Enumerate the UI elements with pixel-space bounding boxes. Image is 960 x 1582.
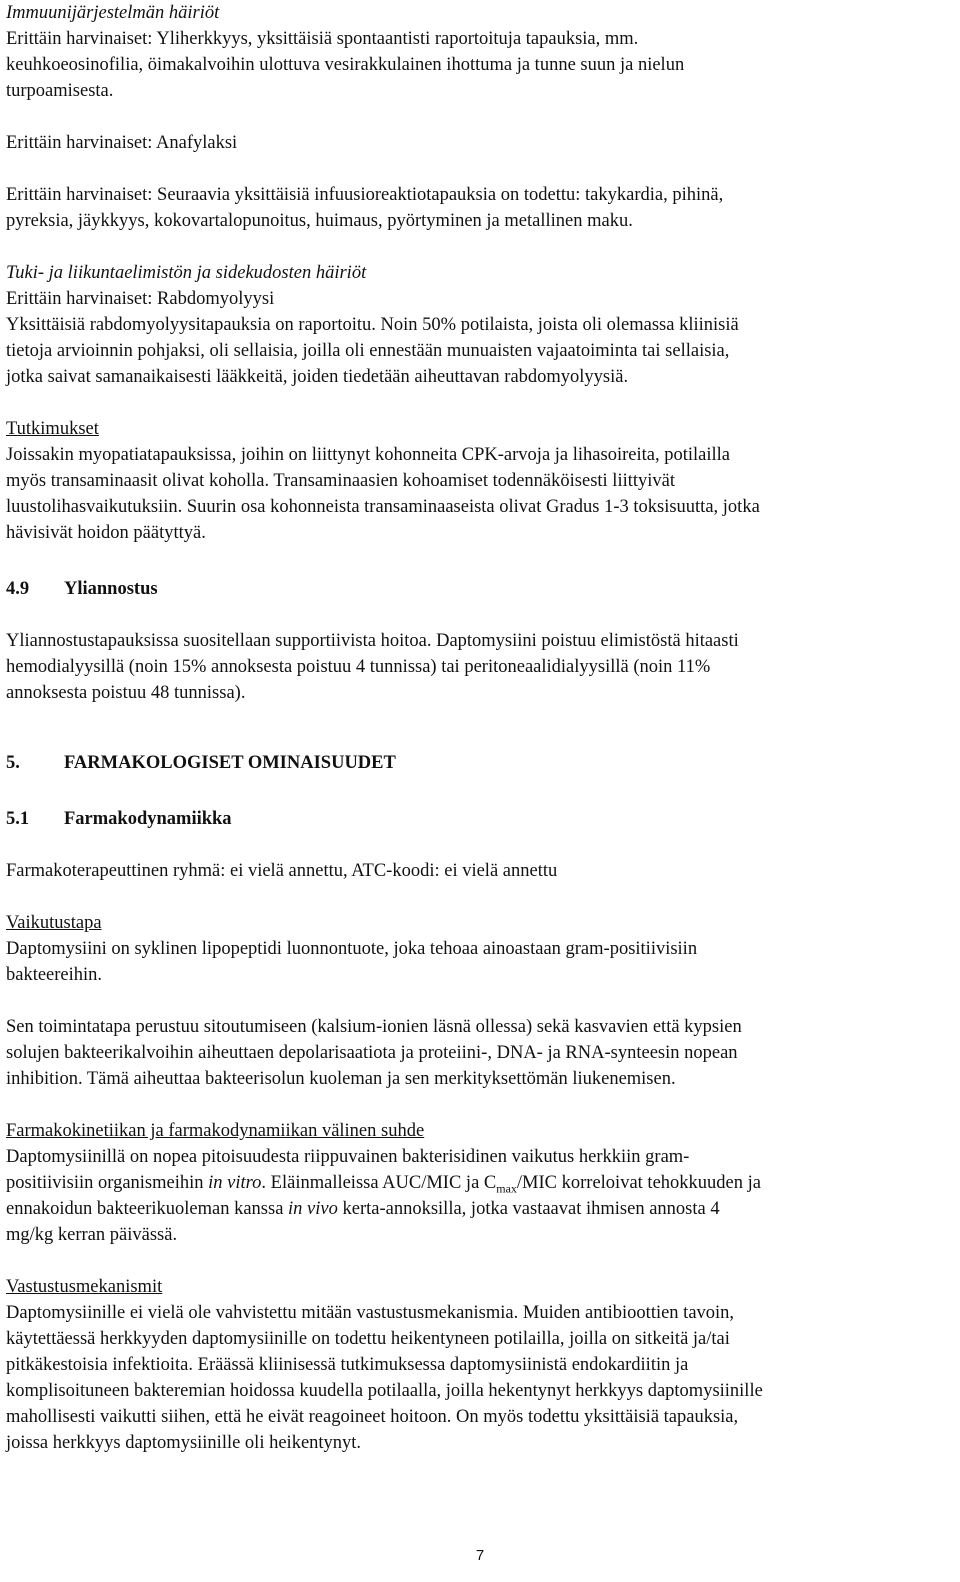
text-line: [6, 1196, 954, 1222]
italic-term: in vitro: [208, 1173, 262, 1193]
text-line: hävisivät hoidon päätyttyä.: [6, 523, 206, 543]
text-line: komplisoituneen bakteremian hoidossa kuudella potilaalla, joilla hekentynyt herkkyys daptomysiinille: [6, 1381, 763, 1401]
text-line: mg/kg kerran päivässä.: [6, 1225, 178, 1245]
section-number: 5.: [6, 753, 20, 773]
pkpd-paragraph: [6, 1144, 954, 1248]
mechanism-heading: Vaikutustapa: [6, 913, 102, 933]
section-number: 4.9: [6, 579, 30, 599]
text-line: annoksesta poistuu 48 tunnissa).: [6, 683, 246, 703]
text-line: keuhkoeosinofilia, öimakalvoihin ulottuva vesirakkulainen ihottuma ja tunne suun ja nielun: [6, 55, 685, 75]
investigations-heading: Tutkimukset: [6, 419, 99, 439]
section-title: Farmakodynamiikka: [64, 809, 232, 829]
text-line: joissa herkkyys daptomysiinille oli heikentynyt.: [6, 1433, 362, 1453]
text-line: [6, 1170, 954, 1196]
text-line: pitkäkestoisia infektioita. Eräässä kliinisessä tutkimuksessa daptomysiinistä endokardiitin ja: [6, 1355, 689, 1375]
text-line: jotka saivat samanaikaisesti lääkkeitä, joiden tiedetään aiheuttavan rabdomyolyysiä.: [6, 367, 629, 387]
text-line: luustolihasvaikutuksiin. Suurin osa kohonneista transaminaaseista olivat Gradus 1-3 toksisuutta, jotka: [6, 497, 760, 517]
subscript: max: [496, 1181, 517, 1196]
section-5-heading: [6, 750, 954, 776]
overdose-section-heading: [6, 576, 954, 602]
overdose-paragraph: [6, 628, 954, 706]
immune-paragraph-2: Erittäin harvinaiset: Anafylaksi: [6, 133, 238, 153]
section-5-1-heading: [6, 806, 954, 832]
text-line: Yksittäisiä rabdomyolyysitapauksia on raportoitu. Noin 50% potilaista, joista oli olemassa kliinisiä: [6, 315, 739, 335]
text-line: hemodialyysillä (noin 15% annoksesta poistuu 4 tunnissa) tai peritoneaalidialyysillä (noin 11%: [6, 657, 711, 677]
resistance-paragraph: [6, 1300, 954, 1456]
text-line: turpoamisesta.: [6, 81, 114, 101]
text-line: Sen toimintatapa perustuu sitoutumiseen (kalsium-ionien läsnä ollessa) sekä kasvavien että kypsien: [6, 1017, 742, 1037]
text-line: käytettäessä herkkyyden daptomysiinille on todettu heikentyneen potilailla, joilla on sitkeitä ja/tai: [6, 1329, 730, 1349]
page-number: 7: [475, 1547, 485, 1564]
immune-paragraph-3: [6, 182, 954, 234]
text-line: mahollisesti vaikutti siihen, että he eivät reagoineet hoitoon. On myös todettu yksittäisiä tapauksia,: [6, 1407, 739, 1427]
text-line: Joissakin myopatiatapauksissa, joihin on liittynyt kohonneita CPK-arvoja ja lihasoireita, potilailla: [6, 445, 730, 465]
text-run: ennakoidun bakteerikuoleman kanssa: [6, 1199, 289, 1219]
investigations-paragraph: [6, 442, 954, 546]
text-line: Daptomysiini on syklinen lipopeptidi luonnontuote, joka tehoaa ainoastaan gram-positiivisiin: [6, 939, 698, 959]
text-line: pyreksia, jäykkyys, kokovartalopunoitus, huimaus, pyörtyminen ja metallinen maku.: [6, 211, 633, 231]
text-line: Daptomysiinillä on nopea pitoisuudesta riippuvainen bakterisidinen vaikutus herkkiin gram-: [6, 1147, 690, 1167]
mechanism-paragraph-1: [6, 936, 954, 988]
text-run: . Eläinmalleissa AUC/MIC ja C: [261, 1173, 497, 1193]
text-run: positiivisiin organismeihin: [6, 1173, 209, 1193]
pkpd-heading: Farmakokinetiikan ja farmakodynamiikan välinen suhde: [6, 1121, 425, 1141]
text-line: bakteereihin.: [6, 965, 103, 985]
pharmacotherapeutic-group-line: Farmakoterapeuttinen ryhmä: ei vielä annettu, ATC-koodi: ei vielä annettu: [6, 861, 558, 881]
section-title: Yliannostus: [64, 579, 158, 599]
immune-heading: Immuunijärjestelmän häiriöt: [6, 3, 220, 23]
musculo-paragraph: [6, 312, 954, 390]
text-run: kerta-annoksilla, jotka vastaavat ihmisen annosta 4: [337, 1199, 720, 1219]
section-title: FARMAKOLOGISET OMINAISUUDET: [64, 753, 396, 773]
musculo-heading: Tuki- ja liikuntaelimistön ja sidekudosten häiriöt: [6, 263, 367, 283]
section-number: 5.1: [6, 809, 30, 829]
text-line: Yliannostustapauksissa suositellaan supportiivista hoitoa. Daptomysiini poistuu elimistöstä hitaasti: [6, 631, 739, 651]
text-run: /MIC korreloivat tehokkuuden ja: [516, 1173, 761, 1193]
text-line: solujen bakteerikalvoihin aiheuttaen depolarisaatiota ja proteiini-, DNA- ja RNA-synteesin nopean: [6, 1043, 738, 1063]
text-line: inhibition. Tämä aiheuttaa bakteerisolun kuoleman ja sen merkityksettömän liukenemisen.: [6, 1069, 676, 1089]
musculo-frequency-line: Erittäin harvinaiset: Rabdomyolyysi: [6, 289, 275, 309]
text-line: myös transaminaasit olivat koholla. Transaminaasien kohoamiset todennäköisesti liittyivät: [6, 471, 675, 491]
text-line: Erittäin harvinaiset: Yliherkkyys, yksittäisiä spontaantisti raportoituja tapauksia, mm.: [6, 29, 639, 49]
immune-paragraph-1: [6, 26, 954, 104]
text-line: Daptomysiinille ei vielä ole vahvistettu mitään vastustusmekanismia. Muiden antibioottien tavoin,: [6, 1303, 735, 1323]
italic-term: in vivo: [288, 1199, 338, 1219]
text-line: Erittäin harvinaiset: Seuraavia yksittäisiä infuusioreaktiotapauksia on todettu: takykardia, pihinä,: [6, 185, 724, 205]
mechanism-paragraph-2: [6, 1014, 954, 1092]
text-line: tietoja arvioinnin pohjaksi, oli sellaisia, joilla oli ennestään munuaisten vajaatoiminta tai sellaisia,: [6, 341, 730, 361]
resistance-heading: Vastustusmekanismit: [6, 1277, 163, 1297]
